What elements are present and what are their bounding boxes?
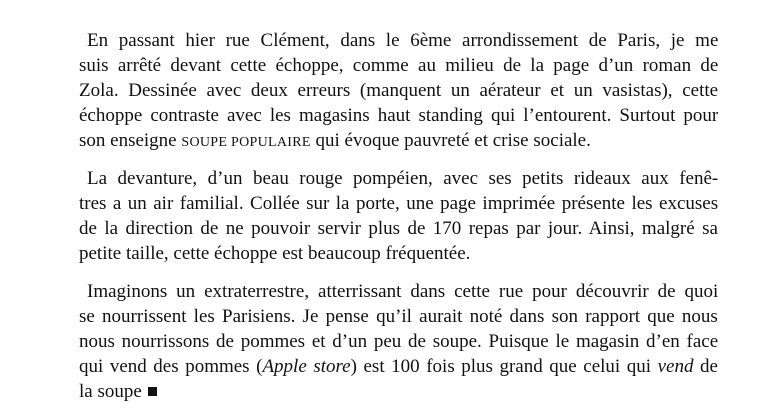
text-segment: Imaginons un extraterrestre, atterrissant dans cette rue pour découvrir de quoi bbox=[87, 281, 719, 302]
text-line bbox=[0, 216, 759, 241]
text-line bbox=[0, 241, 759, 266]
text-line bbox=[0, 103, 759, 128]
text-segment: ) est 100 fois plus grand que celui qui bbox=[350, 356, 658, 377]
text-line bbox=[0, 53, 759, 78]
text-segment: son enseigne bbox=[79, 130, 182, 151]
text-segment: La devanture, d’un beau rouge pompéien, avec ses petits rideaux aux fenê- bbox=[87, 168, 719, 189]
text-segment: tres a un air familial. Collée sur la porte, une page imprimée présente les excuses bbox=[79, 193, 719, 214]
emphasis-text: Apple store bbox=[262, 356, 351, 377]
text-line bbox=[0, 128, 759, 153]
text-line bbox=[0, 166, 759, 191]
text-segment: En passant hier rue Clément, dans le 6ème arrondissement de Paris, je me bbox=[87, 30, 719, 51]
end-of-article-mark bbox=[148, 387, 157, 396]
text-line bbox=[0, 379, 759, 404]
text-segment: de la direction de ne pouvoir servir plus de 170 repas par jour. Ainsi, malgré sa bbox=[79, 218, 718, 239]
text-line bbox=[0, 279, 759, 304]
text-line bbox=[0, 78, 759, 103]
text-segment: Zola. Dessinée avec deux erreurs (manquent un aérateur et un vasistas), cette bbox=[79, 80, 719, 101]
text-segment: petite taille, cette échoppe est beaucoup fréquentée. bbox=[79, 243, 471, 264]
text-segment: qui évoque pauvreté et crise sociale. bbox=[310, 130, 591, 151]
text-segment: suis arrêté devant cette échoppe, comme au milieu de la page d’un roman de bbox=[79, 55, 719, 76]
text-segment: nous nourrissons de pommes et d’un peu de soupe. Puisque le magasin d’en face bbox=[79, 331, 719, 352]
text-segment: se nourrissent les Parisiens. Je pense qu’il aurait noté dans son rapport que nous bbox=[79, 306, 718, 327]
text-line bbox=[0, 191, 759, 216]
shop-sign-text: SOUPE POPULAIRE bbox=[181, 135, 311, 150]
text-segment: de bbox=[693, 356, 718, 377]
text-segment: qui vend des pommes ( bbox=[79, 356, 263, 377]
emphasis-text: vend bbox=[657, 356, 694, 377]
text-line bbox=[0, 354, 759, 379]
text-segment: la soupe bbox=[79, 381, 142, 402]
text-segment: échoppe contraste avec les magasins haut standing qui l’entourent. Surtout pour bbox=[79, 105, 719, 126]
text-line bbox=[0, 329, 759, 354]
text-line bbox=[0, 304, 759, 329]
text-line bbox=[0, 28, 759, 53]
